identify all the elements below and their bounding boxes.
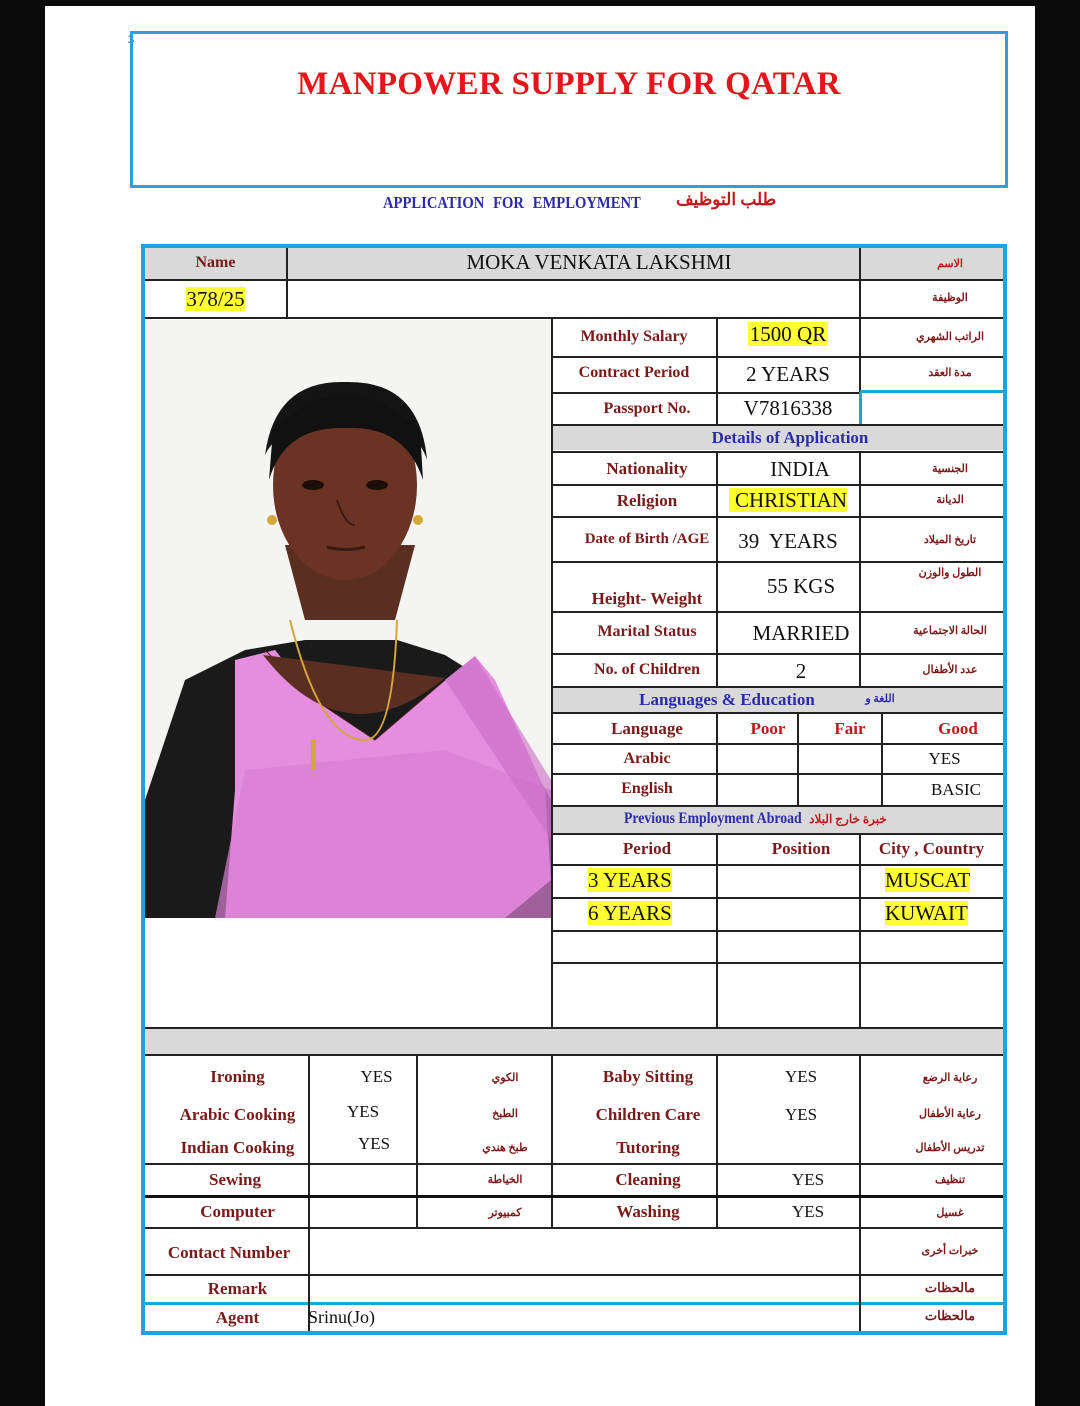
contract-period-value: 2 YEARS [746,362,830,386]
name-label: Name [195,254,236,271]
religion-label-arabic: الديانة [936,494,964,506]
agent-value: Srinu(Jo) [308,1307,375,1327]
skill-washing-value: YES [791,1202,825,1221]
height-weight-label: Height- Weight [591,589,703,608]
dob-age-label: Date of Birth /AGE [584,531,710,547]
skill-children-care-label: Children Care [595,1105,701,1124]
document-title: MANPOWER SUPPLY FOR QATAR [297,66,841,102]
period-column-header: Period [622,839,672,858]
skill-arabic-cooking-value: YES [346,1102,380,1121]
skill-children-care-label-arabic: رعاية الأطفال [919,1108,981,1120]
children-count-label: No. of Children [594,661,700,678]
applicant-photo-illustration [145,320,551,918]
employment-city-2: KUWAIT [885,901,968,925]
language-column-header: Language [611,719,683,738]
height-weight-value: 55 KGS [766,574,836,598]
corner-mark: 3 [128,32,134,46]
skill-ironing-label: Ironing [210,1067,265,1086]
languages-header: Languages & Education [639,690,815,709]
skill-cleaning-value: YES [791,1170,825,1189]
document-subtitle-arabic: طلب التوظيف [676,190,777,209]
skill-sewing-label-arabic: الخياطة [487,1174,523,1186]
employment-city-1: MUSCAT [885,868,971,892]
english-good-value: BASIC [930,780,982,799]
agent-label-arabic: مالحظات [924,1308,976,1323]
employment-row [588,901,672,926]
contract-period-label-arabic: مدة العقد [928,367,972,379]
contract-period-label: Contract Period [578,364,690,381]
skill-computer-label: Computer [200,1202,275,1221]
passport-value: V7816338 [743,396,833,420]
skill-baby-sitting-value: YES [784,1067,818,1086]
skill-ironing-value: YES [360,1067,393,1086]
children-count-label-arabic: عدد الأطفال [922,664,978,676]
skill-indian-cooking-label-arabic: طبخ هندي [482,1142,528,1154]
skill-arabic-cooking-label-arabic: الطبخ [492,1108,518,1120]
fair-column-header: Fair [834,719,866,738]
employment-row [885,868,970,893]
name-label-arabic: الاسم [937,258,963,270]
skill-tutoring-label-arabic: تدريس الأطفال [915,1142,985,1154]
skill-cleaning-label: Cleaning [615,1170,681,1189]
nationality-label: Nationality [606,459,688,478]
employment-row [588,868,672,893]
employment-period-2: 6 YEARS [588,901,672,925]
religion-label: Religion [616,491,678,510]
skill-children-care-value: YES [784,1105,818,1124]
title-box [130,31,1008,188]
skill-ironing-label-arabic: الكوي [491,1072,519,1084]
contact-number-label: Contact Number [167,1243,291,1262]
skill-washing-label-arabic: غسيل [936,1207,964,1219]
nationality-label-arabic: الجنسية [932,463,968,475]
skill-tutoring-label: Tutoring [616,1138,680,1157]
employment-header: Previous Employment Abroad [624,810,802,827]
monthly-salary-value: 1500 QR [749,322,827,346]
position-column-header: Position [771,839,831,858]
languages-header-arabic: اللغة و [865,693,895,705]
skill-baby-sitting-label-arabic: رعاية الرضع [922,1072,978,1084]
employment-header-arabic: خبرة خارج البلاد [809,812,887,826]
employment-period-1: 3 YEARS [588,868,672,892]
monthly-salary-cell [717,322,859,347]
language-row-arabic: Arabic [623,750,671,767]
reference-number: 378/25 [186,287,245,311]
document-subtitle: APPLICATION FOR EMPLOYMENT [383,193,641,212]
skill-washing-label: Washing [616,1202,680,1221]
marital-status-label: Marital Status [597,623,697,640]
skill-arabic-cooking-label: Arabic Cooking [179,1105,296,1124]
marital-status-label-arabic: الحالة الاجتماعية [913,625,987,637]
employment-row [885,901,968,926]
details-header: Details of Application [711,428,869,447]
agent-label: Agent [215,1308,260,1327]
language-row-english: English [621,780,673,797]
contact-number-label-arabic: خبرات أخرى [921,1245,979,1257]
nationality-value: INDIA [770,457,830,481]
passport-label: Passport No. [603,400,691,417]
skill-computer-label-arabic: كمبيوتر [488,1207,522,1219]
skills-separator-bar [145,1028,1003,1054]
skill-indian-cooking-value: YES [357,1134,391,1153]
marital-status-value: MARRIED [752,621,850,645]
dob-label-arabic: تاريخ الميلاد [923,534,977,546]
children-count-value: 2 [795,659,807,683]
remark-label-arabic: مالحظات [924,1280,976,1295]
skill-cleaning-label-arabic: تنظيف [934,1174,966,1186]
applicant-name: MOKA VENKATA LAKSHMI [466,250,732,274]
applicant-photo [145,320,551,918]
ref-number-cell [145,280,286,317]
skill-indian-cooking-label: Indian Cooking [180,1138,295,1157]
religion-cell [717,488,859,516]
arabic-good-value: YES [928,749,961,768]
city-country-column-header: City , Country [878,839,985,858]
poor-column-header: Poor [750,719,786,738]
good-column-header: Good [938,719,978,738]
height-weight-label-arabic: الطول والوزن [918,567,982,579]
monthly-salary-label-arabic: الراتب الشهري [915,331,985,343]
religion-value: CHRISTIAN [729,488,847,512]
skill-baby-sitting-label: Baby Sitting [602,1067,694,1086]
remark-label: Remark [207,1279,268,1298]
skill-sewing-label: Sewing [209,1170,261,1189]
dob-age-value: 39 YEARS [738,529,838,553]
ref-label-arabic: الوظيفة [932,292,968,304]
monthly-salary-label: Monthly Salary [580,328,688,345]
